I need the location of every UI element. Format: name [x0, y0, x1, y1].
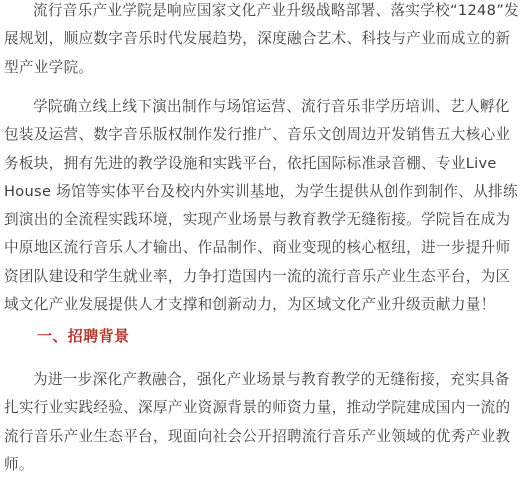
body-line: 中原地区流行音乐人才输出、作品制作、商业变现的核心枢纽，进一步提升师 — [4, 239, 511, 257]
intro-line: 流行音乐产业学院是响应国家文化产业升级战略部署、落实学校“1248”发 — [33, 2, 519, 19]
body-line: 资团队建设和学生就业率，力争打造国内一流的流行音乐产业生态平台，为区 — [4, 267, 511, 285]
body-line: 务板块，拥有先进的教学设施和实践平台，依托国际标准录音棚、专业Live — [4, 154, 497, 172]
body-line: 域文化产业发展提供人才支撑和创新动力，为区域文化产业升级贡献力量！ — [4, 296, 496, 314]
body-paragraph — [4, 93, 524, 319]
body-line: House 场馆等实体平台及校内外实训基地，为学生提供从创作到制作、从排练 — [4, 182, 518, 200]
body-line: 到演出的全流程实践环境，实现产业场景与教育教学无缝衔接。学院旨在成为 — [4, 211, 511, 229]
intro-paragraph — [4, 0, 524, 82]
intro-line: 展规划，顺应数字音乐时代发展趋势，深度融合艺术、科技与产业而成立的新 — [4, 30, 511, 48]
body-line: 包装及运营、数字音乐版权制作发行推广、音乐文创周边开发销售五大核心业 — [4, 126, 511, 144]
background-line: 师。 — [4, 455, 34, 473]
intro-line: 型产业学院。 — [4, 58, 94, 76]
section-heading: 一、招聘背景 — [37, 327, 130, 345]
background-line: 为进一步深化产教融合，强化产业场景与教育教学的无缝衔接，充实具备 — [33, 371, 510, 388]
background-paragraph — [4, 366, 524, 479]
background-line: 流行音乐产业生态平台，现面向社会公开招聘流行音乐产业领域的优秀产业教 — [4, 427, 511, 445]
background-line: 扎实行业实践经验、深厚产业资源背景的师资力量，推动学院建成国内一流的 — [4, 399, 511, 417]
body-line: 学院确立线上线下演出制作与场馆运营、流行音乐非学历培训、艺人孵化 — [33, 98, 510, 115]
